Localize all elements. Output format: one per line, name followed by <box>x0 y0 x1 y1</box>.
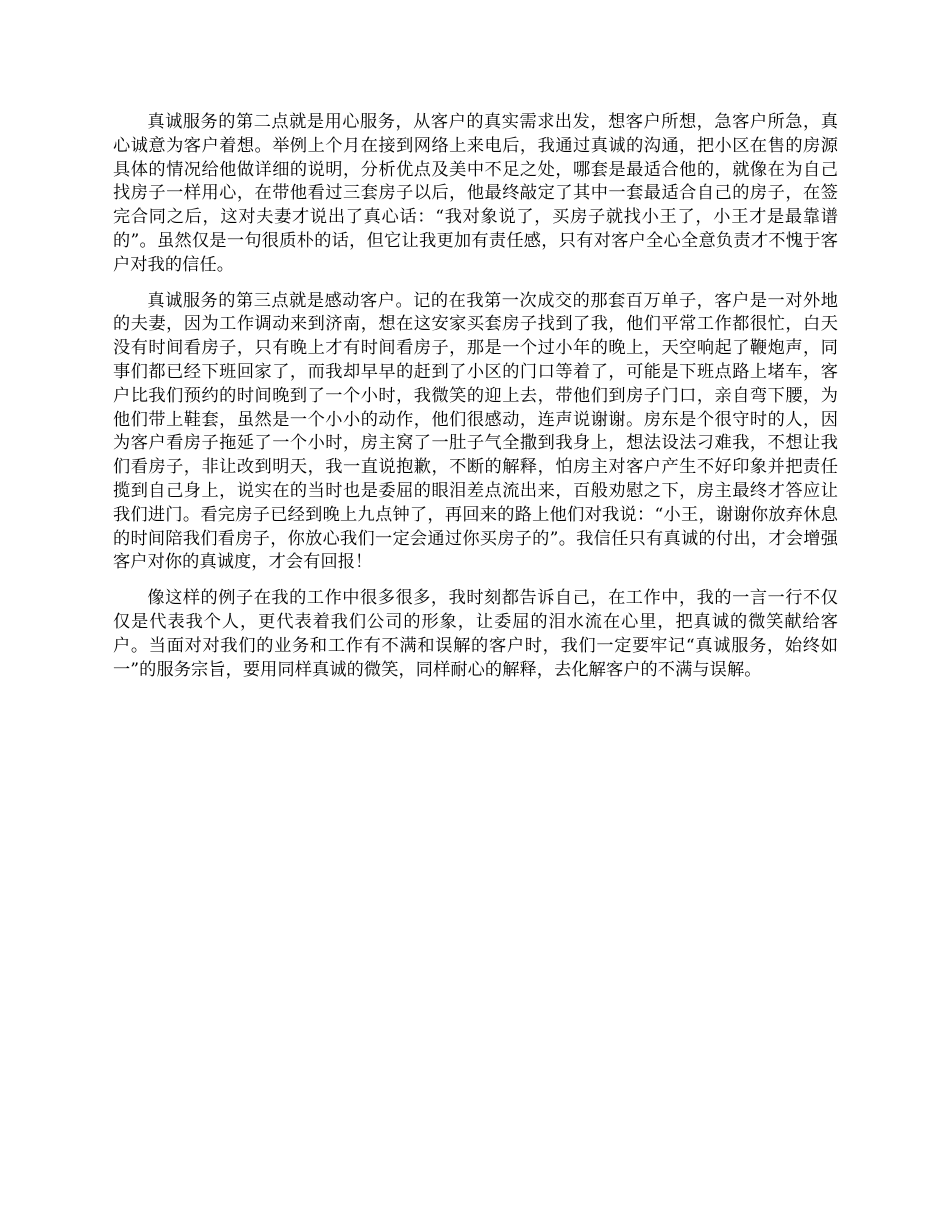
paragraph-work-reflection: 像这样的例子在我的工作中很多很多，我时刻都告诉自己，在工作中，我的一言一行不仅仅是代表我个人，更代表着我们公司的形象，让委屈的泪水流在心里，把真诚的微笑献给客户。当面对对我们的业务和工作有不满和误解的客户时，我们一定要牢记“真诚服务，始终如一”的服务宗旨，要用同样真诚的微笑，同样耐心的解释，去化解客户的不满与误解。 <box>113 588 838 680</box>
paragraph-sincere-service-third-point: 真诚服务的第三点就是感动客户。记的在我第一次成交的那套百万单子，客户是一对外地的夫妻，因为工作调动来到济南，想在这安家买套房子找到了我，他们平常工作都很忙，白天没有时间看房子，只有晚上才有时间看房子，那是一个过小年的晚上，天空响起了鞭炮声，同事们都已经下班回家了，而我却早早的赶到了小区的门口等着了，可能是下班点路上堵车，客户比我们预约的时间晚到了一个小时，我微笑的迎上去，带他们到房子门口，亲自弯下腰，为他们带上鞋套，虽然是一个小小的动作，他们很感动，连声说谢谢。房东是个很守时的人，因为客户看房子拖延了一个小时，房主窝了一肚子气全撒到我身上，想法设法刁难我，不想让我们看房子，非让改到明天，我一直说抱歉，不断的解释，怕房主对客户产生不好印象并把责任揽到自己身上，说实在的当时也是委屈的眼泪差点流出来，百般劝慰之下，房主最终才答应让我们进门。看完房子已经到晚上九点钟了，再回来的路上他们对我说：“小王，谢谢你放弃休息的时间陪我们看房子，你放心我们一定会通过你买房子的”。我信任只有真诚的付出，才会增强客户对你的真诚度，才会有回报！ <box>113 290 838 573</box>
document-page <box>113 111 838 694</box>
paragraph-sincere-service-second-point: 真诚服务的第二点就是用心服务，从客户的真实需求出发，想客户所想，急客户所急，真心诚意为客户着想。举例上个月在接到网络上来电后，我通过真诚的沟通，把小区在售的房源具体的情况给他做详细的说明，分析优点及美中不足之处，哪套是最适合他的，就像在为自己找房子一样用心，在带他看过三套房子以后，他最终敲定了其中一套最适合自己的房子，在签完合同之后，这对夫妻才说出了真心话：“我对象说了，买房子就找小王了，小王才是最靠谱的”。虽然仅是一句很质朴的话，但它让我更加有责任感，只有对客户全心全意负责才不愧于客户对我的信任。 <box>113 112 838 275</box>
